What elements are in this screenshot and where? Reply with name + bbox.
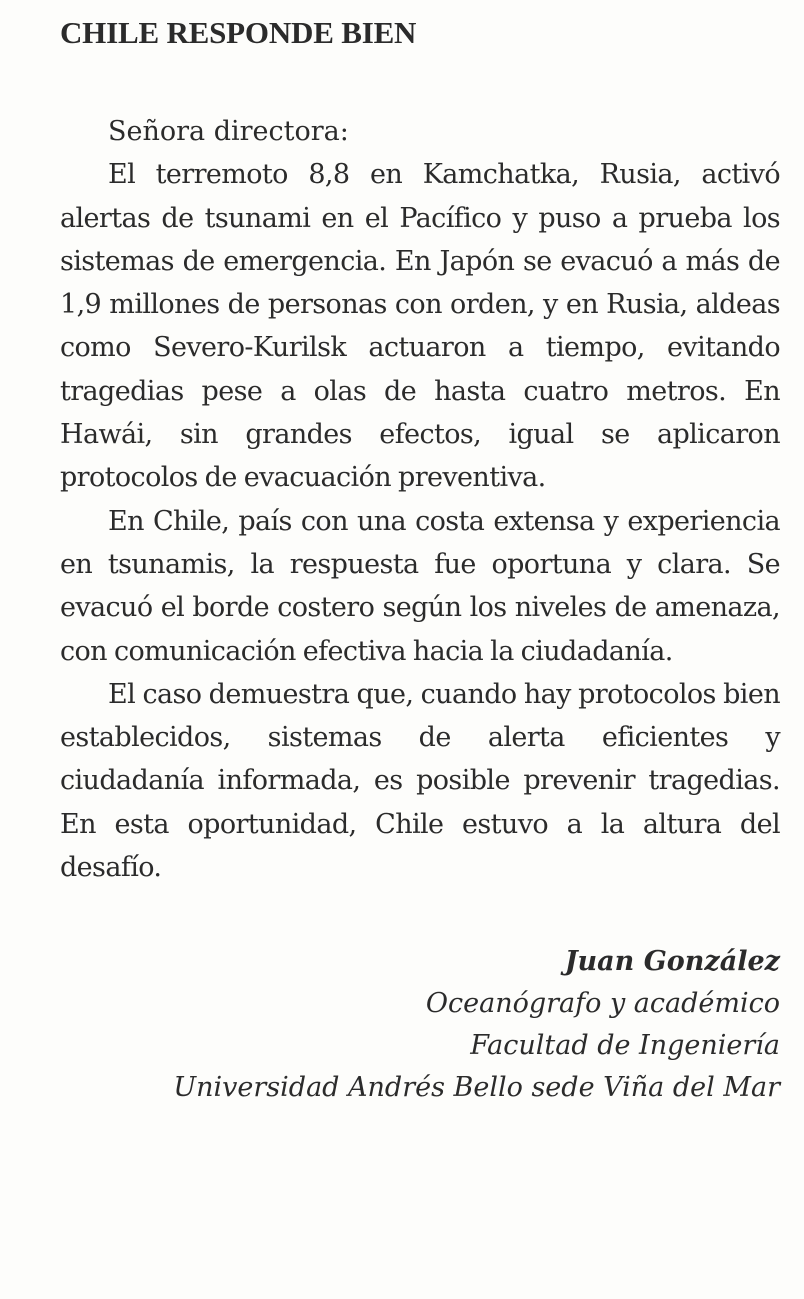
signature-block — [60, 941, 780, 1109]
author-university: Universidad Andrés Bello sede Viña del Mar — [173, 1072, 780, 1104]
letter-to-editor — [60, 12, 780, 1109]
author-faculty: Facultad de Ingeniería — [470, 1030, 780, 1062]
paragraph: En Chile, país con una costa extensa y experiencia en tsunamis, la respuesta fue oportuna y clara. Se evacuó el borde costero según los niveles de amenaza, con comunicación efectiva hacia la ciudadanía. — [60, 505, 780, 667]
headline: CHILE RESPONDE BIEN — [60, 15, 417, 50]
salutation: Señora directora: — [108, 116, 349, 147]
letter-body — [60, 153, 780, 889]
paragraph: El terremoto 8,8 en Kamchatka, Rusia, activó alertas de tsunami en el Pacífico y puso a prueba los sistemas de emergencia. En Japón se evacuó a más de 1,9 millones de personas con orden, y en Rusia, aldeas como Severo-Kurilsk actuaron a tiempo, evitando tragedias pese a olas de hasta cuatro metros. En Hawái, sin grandes efectos, igual se aplicaron protocolos de evacuación preventiva. — [60, 159, 780, 494]
paragraph: El caso demuestra que, cuando hay protocolos bien establecidos, sistemas de alerta eficientes y ciudadanía informada, es posible prevenir tragedias. En esta oportunidad, Chile estuvo a la altura del desafío. — [60, 678, 780, 884]
author-title: Oceanógrafo y académico — [425, 988, 780, 1020]
author-name: Juan González — [564, 946, 780, 978]
